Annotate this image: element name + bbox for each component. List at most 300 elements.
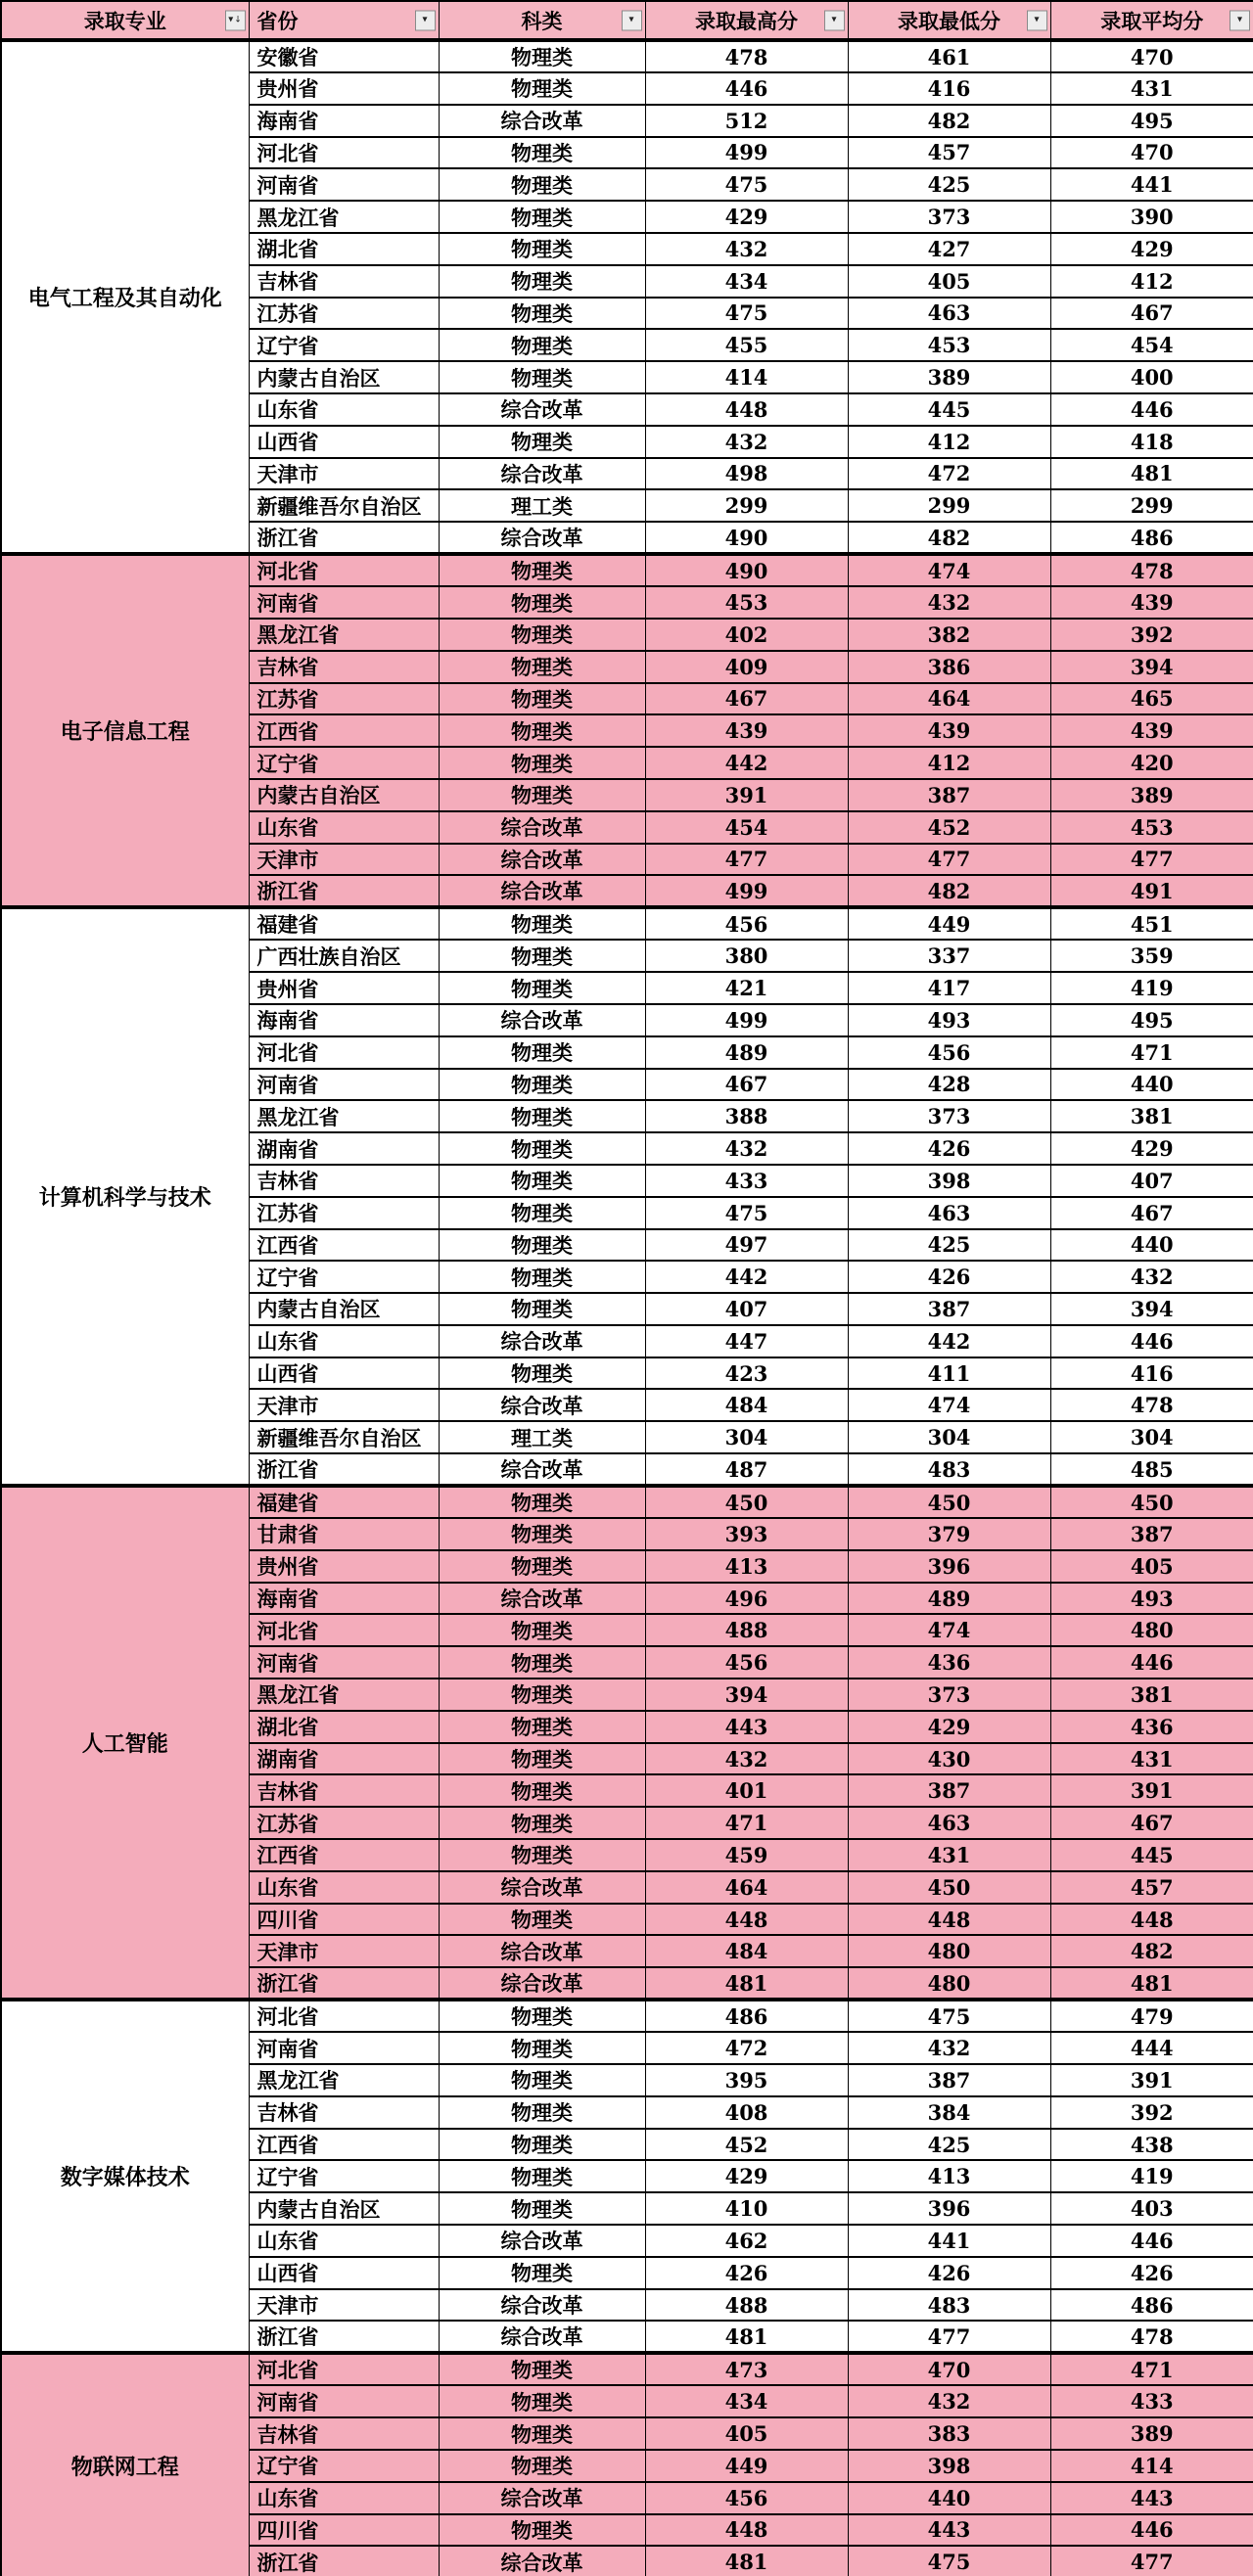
category-cell[interactable]: 物理类 — [439, 1711, 645, 1743]
category-cell[interactable]: 物理类 — [439, 1679, 645, 1711]
avg-score-cell[interactable]: 480 — [1050, 1614, 1253, 1646]
max-score-cell[interactable]: 410 — [645, 2192, 848, 2225]
category-cell[interactable]: 物理类 — [439, 2064, 645, 2096]
category-cell[interactable]: 物理类 — [439, 1774, 645, 1807]
category-cell[interactable]: 综合改革 — [439, 2482, 645, 2514]
category-cell[interactable]: 物理类 — [439, 1904, 645, 1936]
avg-score-cell[interactable]: 485 — [1050, 1453, 1253, 1486]
province-cell[interactable]: 山西省 — [249, 1357, 439, 1390]
category-cell[interactable]: 物理类 — [439, 554, 645, 586]
avg-score-cell[interactable]: 471 — [1050, 2353, 1253, 2385]
min-score-cell[interactable]: 450 — [848, 1871, 1050, 1904]
max-score-cell[interactable]: 499 — [645, 875, 848, 907]
category-cell[interactable]: 物理类 — [439, 233, 645, 265]
avg-score-cell[interactable]: 439 — [1050, 714, 1253, 747]
min-score-cell[interactable]: 452 — [848, 811, 1050, 844]
province-cell[interactable]: 浙江省 — [249, 522, 439, 554]
category-cell[interactable]: 综合改革 — [439, 522, 645, 554]
category-cell[interactable]: 物理类 — [439, 2514, 645, 2547]
max-score-cell[interactable]: 401 — [645, 1774, 848, 1807]
category-cell[interactable]: 综合改革 — [439, 458, 645, 490]
category-cell[interactable]: 物理类 — [439, 1165, 645, 1197]
province-cell[interactable]: 浙江省 — [249, 2321, 439, 2353]
max-score-cell[interactable]: 490 — [645, 522, 848, 554]
category-cell[interactable]: 综合改革 — [439, 1871, 645, 1904]
min-score-cell[interactable]: 482 — [848, 875, 1050, 907]
province-cell[interactable]: 吉林省 — [249, 1165, 439, 1197]
avg-score-cell[interactable]: 429 — [1050, 1132, 1253, 1165]
min-score-cell[interactable]: 463 — [848, 1807, 1050, 1839]
category-cell[interactable]: 物理类 — [439, 137, 645, 169]
min-score-cell[interactable]: 411 — [848, 1357, 1050, 1390]
province-cell[interactable]: 湖南省 — [249, 1743, 439, 1775]
header-avg-score[interactable] — [1050, 1, 1253, 40]
avg-score-cell[interactable]: 359 — [1050, 940, 1253, 972]
min-score-cell[interactable]: 427 — [848, 233, 1050, 265]
category-cell[interactable]: 综合改革 — [439, 875, 645, 907]
category-cell[interactable]: 物理类 — [439, 747, 645, 779]
max-score-cell[interactable]: 429 — [645, 201, 848, 233]
avg-score-cell[interactable]: 493 — [1050, 1583, 1253, 1615]
category-cell[interactable]: 物理类 — [439, 72, 645, 105]
province-cell[interactable]: 海南省 — [249, 105, 439, 137]
max-score-cell[interactable]: 475 — [645, 168, 848, 201]
max-score-cell[interactable]: 449 — [645, 2450, 848, 2482]
max-score-cell[interactable]: 467 — [645, 1069, 848, 1101]
avg-score-cell[interactable]: 381 — [1050, 1679, 1253, 1711]
avg-score-cell[interactable]: 478 — [1050, 554, 1253, 586]
filter-dropdown-icon[interactable]: ▾ — [622, 10, 642, 30]
avg-score-cell[interactable]: 478 — [1050, 2321, 1253, 2353]
max-score-cell[interactable]: 487 — [645, 1453, 848, 1486]
province-cell[interactable]: 河南省 — [249, 1646, 439, 1679]
category-cell[interactable]: 物理类 — [439, 1550, 645, 1583]
category-cell[interactable]: 物理类 — [439, 1614, 645, 1646]
province-cell[interactable]: 江西省 — [249, 1839, 439, 1871]
max-score-cell[interactable]: 432 — [645, 1743, 848, 1775]
max-score-cell[interactable]: 490 — [645, 554, 848, 586]
province-cell[interactable]: 贵州省 — [249, 72, 439, 105]
max-score-cell[interactable]: 434 — [645, 265, 848, 298]
province-cell[interactable]: 安徽省 — [249, 40, 439, 72]
category-cell[interactable]: 物理类 — [439, 2450, 645, 2482]
avg-score-cell[interactable]: 453 — [1050, 811, 1253, 844]
min-score-cell[interactable]: 413 — [848, 2160, 1050, 2192]
category-cell[interactable]: 物理类 — [439, 2160, 645, 2192]
province-cell[interactable]: 山东省 — [249, 1325, 439, 1357]
province-cell[interactable]: 江苏省 — [249, 683, 439, 715]
category-cell[interactable]: 综合改革 — [439, 1389, 645, 1421]
max-score-cell[interactable]: 481 — [645, 2546, 848, 2576]
avg-score-cell[interactable]: 457 — [1050, 1871, 1253, 1904]
header-subject-category[interactable] — [439, 1, 645, 40]
avg-score-cell[interactable]: 446 — [1050, 1646, 1253, 1679]
category-cell[interactable]: 物理类 — [439, 907, 645, 940]
province-cell[interactable]: 浙江省 — [249, 1453, 439, 1486]
header-province[interactable] — [249, 1, 439, 40]
avg-score-cell[interactable]: 394 — [1050, 1293, 1253, 1325]
avg-score-cell[interactable]: 389 — [1050, 2417, 1253, 2450]
category-cell[interactable]: 物理类 — [439, 1261, 645, 1293]
min-score-cell[interactable]: 483 — [848, 2289, 1050, 2322]
header-max-score[interactable] — [645, 1, 848, 40]
min-score-cell[interactable]: 373 — [848, 1679, 1050, 1711]
min-score-cell[interactable]: 432 — [848, 2385, 1050, 2417]
province-cell[interactable]: 辽宁省 — [249, 1261, 439, 1293]
avg-score-cell[interactable]: 467 — [1050, 1197, 1253, 1229]
category-cell[interactable]: 物理类 — [439, 426, 645, 458]
max-score-cell[interactable]: 456 — [645, 907, 848, 940]
min-score-cell[interactable]: 474 — [848, 1614, 1050, 1646]
max-score-cell[interactable]: 414 — [645, 361, 848, 393]
min-score-cell[interactable]: 425 — [848, 2129, 1050, 2161]
avg-score-cell[interactable]: 419 — [1050, 972, 1253, 1004]
avg-score-cell[interactable]: 467 — [1050, 298, 1253, 330]
category-cell[interactable]: 综合改革 — [439, 2546, 645, 2576]
category-cell[interactable]: 物理类 — [439, 2032, 645, 2064]
province-cell[interactable]: 吉林省 — [249, 2096, 439, 2129]
province-cell[interactable]: 黑龙江省 — [249, 201, 439, 233]
province-cell[interactable]: 河南省 — [249, 2385, 439, 2417]
max-score-cell[interactable]: 448 — [645, 393, 848, 426]
category-cell[interactable]: 综合改革 — [439, 2321, 645, 2353]
category-cell[interactable]: 综合改革 — [439, 1583, 645, 1615]
avg-score-cell[interactable]: 471 — [1050, 1036, 1253, 1069]
max-score-cell[interactable]: 489 — [645, 1036, 848, 1069]
province-cell[interactable]: 江西省 — [249, 1229, 439, 1262]
major-cell[interactable]: 电气工程及其自动化 — [1, 40, 249, 554]
province-cell[interactable]: 河南省 — [249, 168, 439, 201]
min-score-cell[interactable]: 412 — [848, 747, 1050, 779]
min-score-cell[interactable]: 412 — [848, 426, 1050, 458]
max-score-cell[interactable]: 407 — [645, 1293, 848, 1325]
avg-score-cell[interactable]: 418 — [1050, 426, 1253, 458]
max-score-cell[interactable]: 402 — [645, 619, 848, 651]
min-score-cell[interactable]: 445 — [848, 393, 1050, 426]
max-score-cell[interactable]: 481 — [645, 1967, 848, 2000]
max-score-cell[interactable]: 432 — [645, 1132, 848, 1165]
min-score-cell[interactable]: 432 — [848, 586, 1050, 619]
avg-score-cell[interactable]: 446 — [1050, 1325, 1253, 1357]
max-score-cell[interactable]: 442 — [645, 1261, 848, 1293]
min-score-cell[interactable]: 387 — [848, 2064, 1050, 2096]
max-score-cell[interactable]: 456 — [645, 1646, 848, 1679]
province-cell[interactable]: 山东省 — [249, 393, 439, 426]
min-score-cell[interactable]: 432 — [848, 2032, 1050, 2064]
province-cell[interactable]: 吉林省 — [249, 2417, 439, 2450]
max-score-cell[interactable]: 452 — [645, 2129, 848, 2161]
max-score-cell[interactable]: 456 — [645, 2482, 848, 2514]
category-cell[interactable]: 综合改革 — [439, 811, 645, 844]
province-cell[interactable]: 黑龙江省 — [249, 2064, 439, 2096]
category-cell[interactable]: 综合改革 — [439, 2289, 645, 2322]
province-cell[interactable]: 江苏省 — [249, 298, 439, 330]
max-score-cell[interactable]: 450 — [645, 1486, 848, 1518]
category-cell[interactable]: 物理类 — [439, 714, 645, 747]
filter-dropdown-icon[interactable]: ▾ — [415, 10, 436, 30]
province-cell[interactable]: 河南省 — [249, 2032, 439, 2064]
max-score-cell[interactable]: 304 — [645, 1421, 848, 1453]
max-score-cell[interactable]: 478 — [645, 40, 848, 72]
avg-score-cell[interactable]: 431 — [1050, 1743, 1253, 1775]
province-cell[interactable]: 天津市 — [249, 2289, 439, 2322]
max-score-cell[interactable]: 299 — [645, 489, 848, 522]
avg-score-cell[interactable]: 439 — [1050, 586, 1253, 619]
category-cell[interactable]: 物理类 — [439, 2385, 645, 2417]
max-score-cell[interactable]: 447 — [645, 1325, 848, 1357]
province-cell[interactable]: 吉林省 — [249, 651, 439, 683]
province-cell[interactable]: 辽宁省 — [249, 2160, 439, 2192]
category-cell[interactable]: 综合改革 — [439, 1453, 645, 1486]
avg-score-cell[interactable]: 486 — [1050, 522, 1253, 554]
min-score-cell[interactable]: 337 — [848, 940, 1050, 972]
province-cell[interactable]: 江西省 — [249, 714, 439, 747]
max-score-cell[interactable]: 497 — [645, 1229, 848, 1262]
avg-score-cell[interactable]: 433 — [1050, 2385, 1253, 2417]
min-score-cell[interactable]: 429 — [848, 1711, 1050, 1743]
province-cell[interactable]: 内蒙古自治区 — [249, 1293, 439, 1325]
province-cell[interactable]: 河北省 — [249, 2353, 439, 2385]
province-cell[interactable]: 天津市 — [249, 458, 439, 490]
avg-score-cell[interactable]: 392 — [1050, 2096, 1253, 2129]
header-min-score[interactable] — [848, 1, 1050, 40]
max-score-cell[interactable]: 454 — [645, 811, 848, 844]
min-score-cell[interactable]: 453 — [848, 329, 1050, 361]
province-cell[interactable]: 内蒙古自治区 — [249, 2192, 439, 2225]
category-cell[interactable]: 物理类 — [439, 972, 645, 1004]
max-score-cell[interactable]: 481 — [645, 2321, 848, 2353]
category-cell[interactable]: 物理类 — [439, 1100, 645, 1132]
filter-dropdown-icon[interactable]: ▾ — [1230, 10, 1250, 30]
province-cell[interactable]: 浙江省 — [249, 875, 439, 907]
category-cell[interactable]: 综合改革 — [439, 1935, 645, 1967]
category-cell[interactable]: 物理类 — [439, 168, 645, 201]
min-score-cell[interactable]: 483 — [848, 1453, 1050, 1486]
max-score-cell[interactable]: 405 — [645, 2417, 848, 2450]
avg-score-cell[interactable]: 446 — [1050, 393, 1253, 426]
min-score-cell[interactable]: 431 — [848, 1839, 1050, 1871]
category-cell[interactable]: 理工类 — [439, 489, 645, 522]
max-score-cell[interactable]: 448 — [645, 2514, 848, 2547]
min-score-cell[interactable]: 443 — [848, 2514, 1050, 2547]
min-score-cell[interactable]: 383 — [848, 2417, 1050, 2450]
province-cell[interactable]: 河北省 — [249, 1614, 439, 1646]
category-cell[interactable]: 物理类 — [439, 1357, 645, 1390]
category-cell[interactable]: 综合改革 — [439, 1967, 645, 2000]
min-score-cell[interactable]: 417 — [848, 972, 1050, 1004]
max-score-cell[interactable]: 388 — [645, 1100, 848, 1132]
max-score-cell[interactable]: 475 — [645, 1197, 848, 1229]
province-cell[interactable]: 山西省 — [249, 426, 439, 458]
province-cell[interactable]: 四川省 — [249, 2514, 439, 2547]
category-cell[interactable]: 物理类 — [439, 1293, 645, 1325]
min-score-cell[interactable]: 482 — [848, 522, 1050, 554]
province-cell[interactable]: 天津市 — [249, 844, 439, 876]
province-cell[interactable]: 河北省 — [249, 137, 439, 169]
province-cell[interactable]: 海南省 — [249, 1004, 439, 1036]
province-cell[interactable]: 山东省 — [249, 811, 439, 844]
province-cell[interactable]: 河南省 — [249, 1069, 439, 1101]
avg-score-cell[interactable]: 436 — [1050, 1711, 1253, 1743]
avg-score-cell[interactable]: 416 — [1050, 1357, 1253, 1390]
category-cell[interactable]: 物理类 — [439, 2096, 645, 2129]
max-score-cell[interactable]: 446 — [645, 72, 848, 105]
avg-score-cell[interactable]: 438 — [1050, 2129, 1253, 2161]
avg-score-cell[interactable]: 477 — [1050, 2546, 1253, 2576]
category-cell[interactable]: 物理类 — [439, 201, 645, 233]
province-cell[interactable]: 辽宁省 — [249, 747, 439, 779]
min-score-cell[interactable]: 474 — [848, 1389, 1050, 1421]
header-admission-major[interactable] — [1, 1, 249, 40]
avg-score-cell[interactable]: 419 — [1050, 2160, 1253, 2192]
category-cell[interactable]: 物理类 — [439, 940, 645, 972]
province-cell[interactable]: 湖北省 — [249, 1711, 439, 1743]
avg-score-cell[interactable]: 444 — [1050, 2032, 1253, 2064]
max-score-cell[interactable]: 484 — [645, 1935, 848, 1967]
filter-dropdown-icon[interactable]: ▾ — [1027, 10, 1047, 30]
min-score-cell[interactable]: 373 — [848, 1100, 1050, 1132]
max-score-cell[interactable]: 475 — [645, 298, 848, 330]
min-score-cell[interactable]: 396 — [848, 2192, 1050, 2225]
province-cell[interactable]: 湖北省 — [249, 233, 439, 265]
min-score-cell[interactable]: 379 — [848, 1518, 1050, 1550]
min-score-cell[interactable]: 439 — [848, 714, 1050, 747]
min-score-cell[interactable]: 405 — [848, 265, 1050, 298]
category-cell[interactable]: 理工类 — [439, 1421, 645, 1453]
avg-score-cell[interactable]: 403 — [1050, 2192, 1253, 2225]
min-score-cell[interactable]: 436 — [848, 1646, 1050, 1679]
category-cell[interactable]: 物理类 — [439, 683, 645, 715]
major-cell[interactable]: 人工智能 — [1, 1486, 249, 2000]
min-score-cell[interactable]: 457 — [848, 137, 1050, 169]
min-score-cell[interactable]: 480 — [848, 1967, 1050, 2000]
min-score-cell[interactable]: 304 — [848, 1421, 1050, 1453]
max-score-cell[interactable]: 421 — [645, 972, 848, 1004]
category-cell[interactable]: 物理类 — [439, 1132, 645, 1165]
avg-score-cell[interactable]: 470 — [1050, 137, 1253, 169]
avg-score-cell[interactable]: 407 — [1050, 1165, 1253, 1197]
category-cell[interactable]: 物理类 — [439, 2129, 645, 2161]
avg-score-cell[interactable]: 414 — [1050, 2450, 1253, 2482]
category-cell[interactable]: 物理类 — [439, 1807, 645, 1839]
avg-score-cell[interactable]: 451 — [1050, 907, 1253, 940]
province-cell[interactable]: 山东省 — [249, 1871, 439, 1904]
max-score-cell[interactable]: 448 — [645, 1904, 848, 1936]
province-cell[interactable]: 天津市 — [249, 1935, 439, 1967]
max-score-cell[interactable]: 426 — [645, 2257, 848, 2289]
max-score-cell[interactable]: 408 — [645, 2096, 848, 2129]
category-cell[interactable]: 物理类 — [439, 1486, 645, 1518]
avg-score-cell[interactable]: 390 — [1050, 201, 1253, 233]
min-score-cell[interactable]: 299 — [848, 489, 1050, 522]
max-score-cell[interactable]: 462 — [645, 2225, 848, 2257]
min-score-cell[interactable]: 428 — [848, 1069, 1050, 1101]
province-cell[interactable]: 福建省 — [249, 1486, 439, 1518]
max-score-cell[interactable]: 433 — [645, 1165, 848, 1197]
max-score-cell[interactable]: 477 — [645, 844, 848, 876]
avg-score-cell[interactable]: 440 — [1050, 1069, 1253, 1101]
category-cell[interactable]: 物理类 — [439, 298, 645, 330]
province-cell[interactable]: 贵州省 — [249, 972, 439, 1004]
avg-score-cell[interactable]: 479 — [1050, 2000, 1253, 2032]
avg-score-cell[interactable]: 478 — [1050, 1389, 1253, 1421]
province-cell[interactable]: 辽宁省 — [249, 329, 439, 361]
province-cell[interactable]: 内蒙古自治区 — [249, 361, 439, 393]
min-score-cell[interactable]: 450 — [848, 1486, 1050, 1518]
category-cell[interactable]: 物理类 — [439, 1646, 645, 1679]
max-score-cell[interactable]: 499 — [645, 137, 848, 169]
min-score-cell[interactable]: 448 — [848, 1904, 1050, 1936]
max-score-cell[interactable]: 394 — [645, 1679, 848, 1711]
min-score-cell[interactable]: 493 — [848, 1004, 1050, 1036]
min-score-cell[interactable]: 387 — [848, 779, 1050, 811]
province-cell[interactable]: 江西省 — [249, 2129, 439, 2161]
min-score-cell[interactable]: 463 — [848, 298, 1050, 330]
category-cell[interactable]: 物理类 — [439, 651, 645, 683]
min-score-cell[interactable]: 396 — [848, 1550, 1050, 1583]
max-score-cell[interactable]: 432 — [645, 426, 848, 458]
min-score-cell[interactable]: 416 — [848, 72, 1050, 105]
category-cell[interactable]: 综合改革 — [439, 105, 645, 137]
province-cell[interactable]: 浙江省 — [249, 1967, 439, 2000]
max-score-cell[interactable]: 391 — [645, 779, 848, 811]
major-cell[interactable]: 电子信息工程 — [1, 554, 249, 907]
category-cell[interactable]: 物理类 — [439, 1229, 645, 1262]
province-cell[interactable]: 河北省 — [249, 554, 439, 586]
min-score-cell[interactable]: 386 — [848, 651, 1050, 683]
province-cell[interactable]: 四川省 — [249, 1904, 439, 1936]
province-cell[interactable]: 吉林省 — [249, 1774, 439, 1807]
province-cell[interactable]: 海南省 — [249, 1583, 439, 1615]
category-cell[interactable]: 综合改革 — [439, 1004, 645, 1036]
avg-score-cell[interactable]: 446 — [1050, 2225, 1253, 2257]
min-score-cell[interactable]: 477 — [848, 844, 1050, 876]
province-cell[interactable]: 浙江省 — [249, 2546, 439, 2576]
filter-sort-dropdown-icon[interactable]: ▾ ↓ — [225, 10, 246, 30]
province-cell[interactable]: 天津市 — [249, 1389, 439, 1421]
province-cell[interactable]: 辽宁省 — [249, 2450, 439, 2482]
avg-score-cell[interactable]: 454 — [1050, 329, 1253, 361]
max-score-cell[interactable]: 499 — [645, 1004, 848, 1036]
category-cell[interactable]: 物理类 — [439, 1197, 645, 1229]
avg-score-cell[interactable]: 304 — [1050, 1421, 1253, 1453]
province-cell[interactable]: 新疆维吾尔自治区 — [249, 1421, 439, 1453]
max-score-cell[interactable]: 453 — [645, 586, 848, 619]
min-score-cell[interactable]: 425 — [848, 168, 1050, 201]
avg-score-cell[interactable]: 299 — [1050, 489, 1253, 522]
max-score-cell[interactable]: 442 — [645, 747, 848, 779]
min-score-cell[interactable]: 482 — [848, 105, 1050, 137]
avg-score-cell[interactable]: 426 — [1050, 2257, 1253, 2289]
max-score-cell[interactable]: 380 — [645, 940, 848, 972]
max-score-cell[interactable]: 443 — [645, 1711, 848, 1743]
major-cell[interactable]: 物联网工程 — [1, 2353, 249, 2576]
avg-score-cell[interactable]: 440 — [1050, 1229, 1253, 1262]
min-score-cell[interactable]: 477 — [848, 2321, 1050, 2353]
avg-score-cell[interactable]: 445 — [1050, 1839, 1253, 1871]
max-score-cell[interactable]: 471 — [645, 1807, 848, 1839]
min-score-cell[interactable]: 382 — [848, 619, 1050, 651]
avg-score-cell[interactable]: 482 — [1050, 1935, 1253, 1967]
min-score-cell[interactable]: 442 — [848, 1325, 1050, 1357]
min-score-cell[interactable]: 475 — [848, 2000, 1050, 2032]
category-cell[interactable]: 物理类 — [439, 265, 645, 298]
min-score-cell[interactable]: 430 — [848, 1743, 1050, 1775]
province-cell[interactable]: 河北省 — [249, 2000, 439, 2032]
avg-score-cell[interactable]: 431 — [1050, 72, 1253, 105]
max-score-cell[interactable]: 488 — [645, 2289, 848, 2322]
category-cell[interactable]: 物理类 — [439, 2353, 645, 2385]
